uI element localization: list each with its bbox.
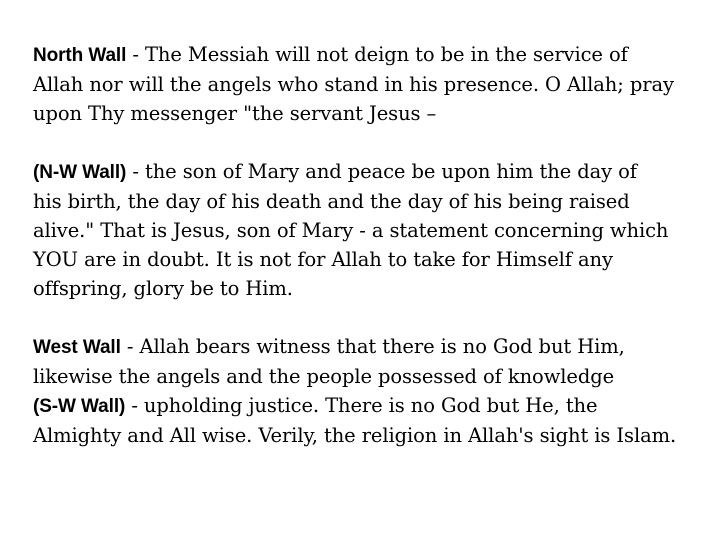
section-heading: (N-W Wall) — [33, 162, 127, 183]
line-text: Allah nor will the angels who stand in his presence. O Allah; pray — [33, 73, 674, 96]
section-heading: North Wall — [33, 45, 127, 66]
paragraph-west-wall — [33, 332, 717, 450]
text-line — [33, 216, 717, 245]
line-text: upon Thy messenger "the servant Jesus – — [33, 102, 437, 125]
text-line — [33, 332, 717, 362]
line-text: alive." That is Jesus, son of Mary - a statement concerning which — [33, 219, 669, 242]
line-text: - the son of Mary and peace be upon him the day of — [126, 160, 637, 183]
text-line — [33, 99, 717, 128]
line-text: his birth, the day of his death and the day of his being raised — [33, 190, 630, 213]
document-body — [33, 40, 717, 450]
line-text: - The Messiah will not deign to be in the service of — [126, 43, 628, 66]
line-text: - Allah bears witness that there is no God but Him, — [120, 335, 625, 358]
line-text: likewise the angels and the people possessed of knowledge — [33, 365, 615, 388]
section-heading: (S-W Wall) — [33, 396, 126, 417]
text-line — [33, 274, 717, 303]
text-line — [33, 187, 717, 216]
line-text: offspring, glory be to Him. — [33, 277, 293, 300]
text-line — [33, 362, 717, 391]
text-line — [33, 40, 717, 70]
section-heading: West Wall — [33, 337, 121, 358]
text-line — [33, 245, 717, 274]
paragraph-north-west-wall — [33, 157, 717, 303]
text-line — [33, 157, 717, 187]
text-line — [33, 391, 717, 421]
text-line — [33, 70, 717, 99]
text-line — [33, 421, 717, 450]
line-text: Almighty and All wise. Verily, the religion in Allah's sight is Islam. — [33, 424, 677, 447]
line-text: YOU are in doubt. It is not for Allah to take for Himself any — [33, 248, 613, 271]
line-text: - upholding justice. There is no God but He, the — [125, 394, 598, 417]
paragraph-north-wall — [33, 40, 717, 128]
